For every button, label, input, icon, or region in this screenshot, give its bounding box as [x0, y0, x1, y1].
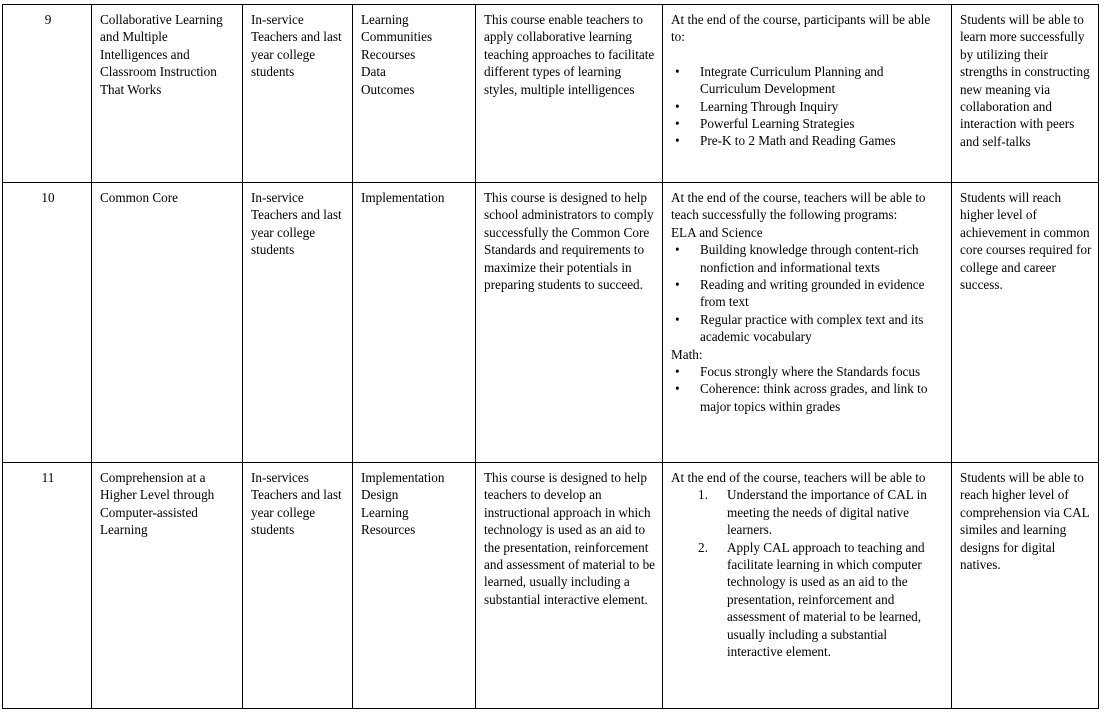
bullet-icon: • [675, 63, 680, 79]
student-impact: Students will be able to learn more successfully by utilizing their strengths in constructing new meaning via collaboration and interaction with peers and self-talks [952, 5, 1099, 183]
list-item: • Pre-K to 2 Math and Reading Games [675, 133, 896, 149]
outcomes-intro: At the end of the course, participants will be able to: [671, 12, 931, 45]
outcomes-list [671, 63, 945, 150]
table-row [3, 183, 1099, 463]
outcomes-intro: At the end of the course, teachers will be able to teach successfully the following programs: [671, 190, 926, 223]
focus-areas [353, 463, 476, 709]
target-audience: In-service Teachers and last year college students [243, 5, 353, 183]
outcomes-numbered-list [671, 486, 945, 660]
student-impact: Students will reach higher level of achievement in common core courses required for college and career success. [952, 183, 1099, 463]
ela-heading: ELA and Science [671, 224, 763, 240]
list-item: • Powerful Learning Strategies [675, 116, 855, 132]
list-number: 1. [698, 487, 708, 503]
bullet-icon: • [675, 381, 680, 397]
course-description: This course enable teachers to apply collaborative learning teaching approaches to facilitate different types of learning styles, multiple intelligences [476, 5, 663, 183]
bullet-icon: • [675, 133, 680, 149]
bullet-icon: • [675, 311, 680, 327]
focus-item: Implementation [361, 190, 445, 205]
table-row [3, 463, 1099, 709]
list-item: 1. Understand the importance of CAL in meeting the needs of digital native learners. [698, 487, 927, 538]
course-title: Comprehension at a Higher Level through Computer-assisted Learning [92, 463, 243, 709]
bullet-icon: • [675, 364, 680, 380]
focus-item: Learning [361, 504, 409, 520]
course-title: Collaborative Learning and Multiple Intelligences and Classroom Instruction That Works [92, 5, 243, 183]
course-description: This course is designed to help teachers to develop an instructional approach in which technology is used as an aid to the presentation, reinforcement and assessment of material to be learned, usually including a substantial interactive element. [476, 463, 663, 709]
course-outcomes [663, 463, 952, 709]
course-table [2, 4, 1099, 709]
list-item: • Integrate Curriculum Planning and Curriculum Development [675, 63, 884, 97]
outcomes-intro: At the end of the course, teachers will be able to [671, 470, 926, 485]
focus-item: Outcomes [361, 81, 415, 97]
focus-areas [353, 5, 476, 183]
bullet-icon: • [675, 116, 680, 132]
ela-list [671, 241, 945, 345]
focus-item: Implementation [361, 470, 445, 485]
focus-item: Recourses [361, 46, 416, 62]
student-impact: Students will be able to reach higher level of comprehension via CAL similes and learning designs for digital natives. [952, 463, 1099, 709]
course-title: Common Core [92, 183, 243, 463]
bullet-icon: • [675, 98, 680, 114]
list-item: • Coherence: think across grades, and link to major topics within grades [675, 381, 928, 414]
list-number: 2. [698, 539, 708, 555]
list-item: • Focus strongly where the Standards focus [675, 364, 921, 380]
row-number: 10 [3, 183, 92, 463]
list-item: • Learning Through Inquiry [675, 98, 839, 114]
focus-item: Learning [361, 12, 409, 27]
focus-item: Data [361, 64, 386, 80]
list-item: • Reading and writing grounded in evidence from text [675, 277, 925, 310]
target-audience: In-service Teachers and last year college students [243, 183, 353, 463]
focus-item: Communities [361, 29, 433, 45]
bullet-icon: • [675, 277, 680, 293]
row-number: 11 [3, 463, 92, 709]
list-item: • Regular practice with complex text and its academic vocabulary [675, 311, 924, 345]
focus-areas [353, 183, 476, 463]
math-heading: Math: [671, 346, 703, 362]
focus-item: Resources [361, 522, 416, 538]
course-outcomes [663, 5, 952, 183]
math-list [671, 363, 945, 415]
focus-item: Design [361, 487, 399, 503]
course-description: This course is designed to help school administrators to comply successfully the Common Core Standards and requirements to maximize their potentials in preparing students to succeed. [476, 183, 663, 463]
row-number: 9 [3, 5, 92, 183]
bullet-icon: • [675, 242, 680, 258]
list-item: 2. Apply CAL approach to teaching and facilitate learning in which computer technology is used as an aid to the presentation, reinforcement and assessment of material to be learned, usually including a substantial interactive element. [698, 539, 925, 660]
table-row [3, 5, 1099, 183]
course-outcomes [663, 183, 952, 463]
list-item: • Building knowledge through content-rich nonfiction and informational texts [675, 242, 919, 275]
target-audience: In-services Teachers and last year college students [243, 463, 353, 709]
